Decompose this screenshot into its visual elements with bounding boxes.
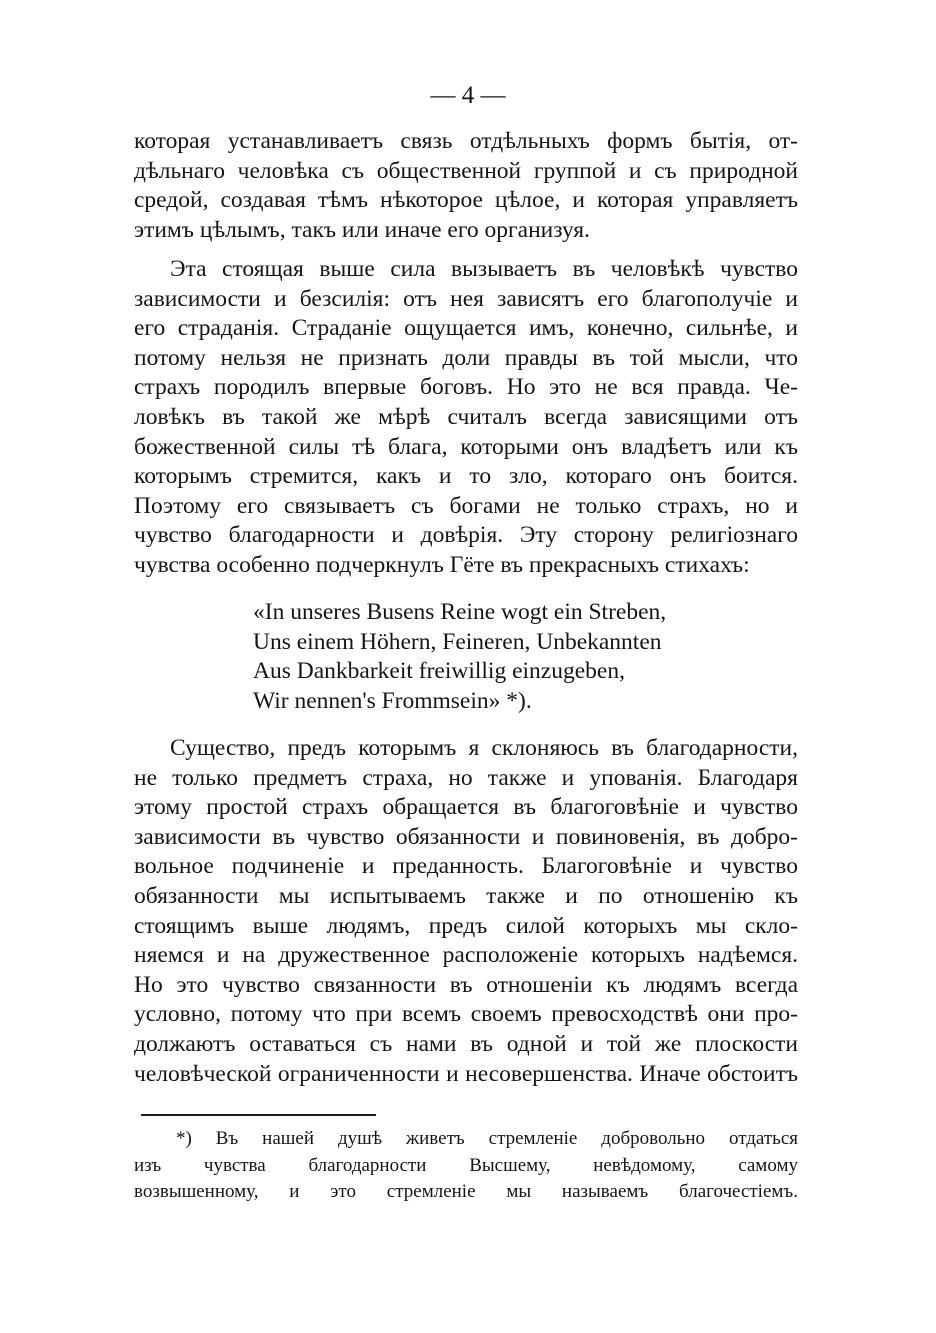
text-line: Поэтому его связываетъ съ богами не только страхъ, но и bbox=[134, 492, 798, 519]
text-line: человѣческой ограниченности и несовершенства. Иначе обстоитъ bbox=[134, 1060, 798, 1087]
text-line: обязанности мы испытываемъ также и по отношенію къ bbox=[134, 882, 798, 909]
footnote-line: изъ чувства благодарности Высшему, невѣдомому, самому bbox=[134, 1154, 798, 1176]
verse-line: «In unseres Busens Reine wogt ein Streben, bbox=[253, 599, 667, 625]
text-line: чувства особенно подчеркнулъ Гёте въ прекрасныхъ стихахъ: bbox=[134, 551, 750, 578]
page-number: — 4 — bbox=[430, 82, 506, 109]
text-line: страхъ породилъ впервые боговъ. Но это не вся правда. Че- bbox=[134, 374, 798, 401]
text-line: его страданія. Страданіе ощущается имъ, конечно, сильнѣе, и bbox=[134, 315, 798, 342]
paragraph-2 bbox=[134, 255, 798, 581]
footnote-line: возвышенному, и это стремленіе мы называемъ благочестіемъ. bbox=[134, 1181, 798, 1202]
text-line: ловѣкъ въ такой же мѣрѣ считалъ всегда зависящими отъ bbox=[134, 403, 798, 430]
text-line: Эта стоящая выше сила вызываетъ въ человѣкѣ чувство bbox=[170, 256, 798, 282]
text-line: не только предметъ страха, но также и упованія. Благодаря bbox=[134, 764, 798, 791]
text-line: зависимости въ чувство обязанности и повиновенія, въ добро- bbox=[134, 823, 798, 850]
text-line: которымъ стремится, какъ и то зло, котораго онъ боится. bbox=[134, 463, 798, 490]
verse-quote bbox=[253, 598, 666, 716]
text-line: Существо, предъ которымъ я склоняюсь въ благодарности, bbox=[170, 735, 798, 761]
text-line: этому простой страхъ обращается въ благоговѣніе и чувство bbox=[134, 794, 798, 821]
text-line: средой, создавая тѣмъ нѣкоторое цѣлое, и которая управляетъ bbox=[134, 187, 798, 214]
verse-line: Aus Dankbarkeit freiwillig einzugeben, bbox=[253, 658, 625, 685]
text-line: этимъ цѣлымъ, такъ или иначе его организуя. bbox=[134, 216, 590, 243]
text-line: должаютъ оставаться съ нами въ одной и той же плоскости bbox=[134, 1030, 798, 1057]
text-line: потому нельзя не признать доли правды въ той мысли, что bbox=[134, 344, 798, 371]
text-line: няемся и на дружественное расположеніе которыхъ надѣемся. bbox=[134, 942, 798, 969]
text-line: чувство благодарности и довѣрія. Эту сторону религіознаго bbox=[134, 522, 798, 549]
footnote bbox=[134, 1126, 798, 1206]
text-line: вольное подчиненіе и преданность. Благоговѣніе и чувство bbox=[134, 853, 798, 880]
text-line: зависимости и безсилія: отъ нея зависятъ его благополучіе и bbox=[134, 285, 798, 312]
footnote-rule bbox=[141, 1114, 376, 1116]
text-line: которая устанавливаетъ связь отдѣльныхъ формъ бытія, от- bbox=[134, 128, 798, 154]
verse-line: Uns einem Höhern, Feineren, Unbekannten bbox=[253, 628, 662, 655]
verse-line: Wir nennen's Frommsein» *). bbox=[253, 687, 532, 714]
paragraph-1 bbox=[134, 127, 798, 245]
text-line: условно, потому что при всемъ своемъ превосходствѣ они про- bbox=[134, 1001, 798, 1028]
text-line: дѣльнаго человѣка съ общественной группой и съ природной bbox=[134, 157, 798, 184]
text-line: Но это чувство связанности въ отношеніи къ людямъ всегда bbox=[134, 971, 798, 998]
paragraph-3 bbox=[134, 734, 798, 1089]
footnote-line: *) Въ нашей душѣ живетъ стремленіе добровольно отдаться bbox=[176, 1128, 798, 1149]
text-line: стоящимъ выше людямъ, предъ силой которыхъ мы скло- bbox=[134, 912, 798, 939]
text-line: божественной силы тѣ блага, которыми онъ владѣетъ или къ bbox=[134, 433, 798, 460]
